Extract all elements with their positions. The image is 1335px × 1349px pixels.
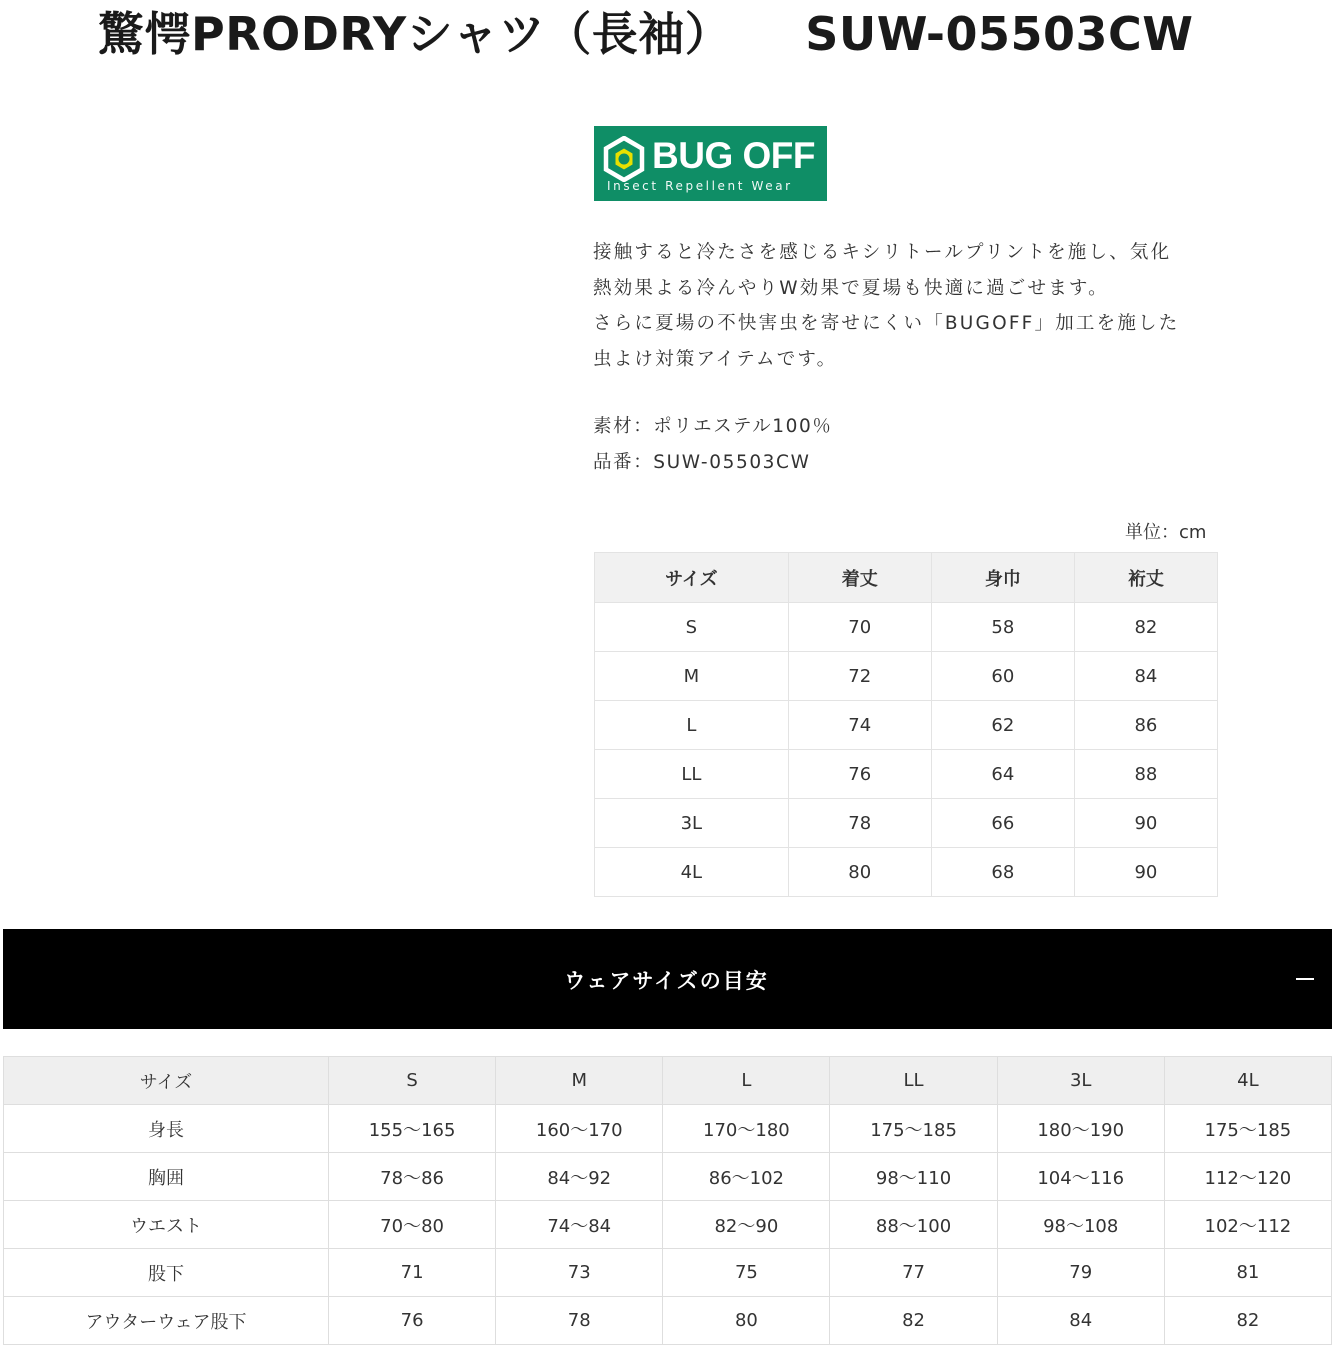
table-cell: 74 bbox=[788, 701, 931, 750]
table-cell: 74〜84 bbox=[496, 1201, 663, 1249]
table-cell: S bbox=[595, 603, 789, 652]
row-label: 胸囲 bbox=[4, 1153, 329, 1201]
table-row bbox=[595, 652, 1218, 701]
table-row bbox=[4, 1105, 1332, 1153]
table-cell: 88 bbox=[1074, 750, 1217, 799]
table-cell: 73 bbox=[496, 1249, 663, 1297]
table-row bbox=[595, 701, 1218, 750]
table-cell: 78 bbox=[788, 799, 931, 848]
table-cell: 75 bbox=[663, 1249, 830, 1297]
hexagon-logo-icon bbox=[602, 136, 646, 182]
size-guide-header-row bbox=[4, 1057, 1332, 1105]
table-cell: 84 bbox=[1074, 652, 1217, 701]
size-table-header-row bbox=[595, 553, 1218, 603]
table-cell: 180〜190 bbox=[997, 1105, 1164, 1153]
product-specs bbox=[593, 409, 832, 481]
table-cell: 80 bbox=[788, 848, 931, 897]
table-cell: L bbox=[595, 701, 789, 750]
table-cell: 155〜165 bbox=[329, 1105, 496, 1153]
table-cell: 78〜86 bbox=[329, 1153, 496, 1201]
table-cell: 58 bbox=[931, 603, 1074, 652]
description-line: 虫よけ対策アイテムです。 bbox=[593, 348, 838, 370]
table-cell: 82 bbox=[1074, 603, 1217, 652]
table-cell: 175〜185 bbox=[1164, 1105, 1331, 1153]
model-number: SUW-05503CW bbox=[805, 7, 1194, 61]
header-cell: サイズ bbox=[595, 553, 789, 603]
logo-tagline: Insect Repellent Wear bbox=[607, 179, 793, 193]
logo-brand: BUG OFF bbox=[652, 135, 815, 176]
table-cell: 77 bbox=[830, 1249, 997, 1297]
header-cell: 4L bbox=[1164, 1057, 1331, 1105]
table-row bbox=[595, 603, 1218, 652]
header-cell: サイズ bbox=[4, 1057, 329, 1105]
table-cell: 82 bbox=[1164, 1297, 1331, 1345]
row-label: アウターウェア股下 bbox=[4, 1297, 329, 1345]
table-cell: 160〜170 bbox=[496, 1105, 663, 1153]
table-cell: 66 bbox=[931, 799, 1074, 848]
table-cell: 86 bbox=[1074, 701, 1217, 750]
table-cell: 76 bbox=[788, 750, 931, 799]
table-cell: 86〜102 bbox=[663, 1153, 830, 1201]
table-cell: LL bbox=[595, 750, 789, 799]
header-cell: LL bbox=[830, 1057, 997, 1105]
table-cell: 82〜90 bbox=[663, 1201, 830, 1249]
table-cell: 104〜116 bbox=[997, 1153, 1164, 1201]
table-cell: 76 bbox=[329, 1297, 496, 1345]
product-name: 驚愕PRODRYシャツ（長袖） bbox=[98, 7, 732, 61]
table-cell: 82 bbox=[830, 1297, 997, 1345]
size-guide-title bbox=[3, 965, 1332, 995]
table-cell: M bbox=[595, 652, 789, 701]
table-cell: 98〜110 bbox=[830, 1153, 997, 1201]
header-cell: 3L bbox=[997, 1057, 1164, 1105]
table-cell: 98〜108 bbox=[997, 1201, 1164, 1249]
table-cell: 68 bbox=[931, 848, 1074, 897]
table-row bbox=[595, 750, 1218, 799]
page-title bbox=[98, 0, 1194, 64]
header-cell: 裄丈 bbox=[1074, 553, 1217, 603]
header-cell: 着丈 bbox=[788, 553, 931, 603]
table-row bbox=[4, 1153, 1332, 1201]
table-row bbox=[4, 1201, 1332, 1249]
description-line: 接触すると冷たさを感じるキシリトールプリントを施し、気化 bbox=[593, 242, 1172, 263]
table-cell: 84〜92 bbox=[496, 1153, 663, 1201]
table-cell: 170〜180 bbox=[663, 1105, 830, 1153]
material-text: 素材：ポリエステル100％ bbox=[593, 416, 833, 437]
table-cell: 112〜120 bbox=[1164, 1153, 1331, 1201]
size-guide-table bbox=[3, 1056, 1332, 1345]
header-cell: M bbox=[496, 1057, 663, 1105]
bugoff-logo bbox=[594, 126, 827, 201]
size-guide-title-text: ウェアサイズの目安 bbox=[564, 969, 769, 993]
table-cell: 90 bbox=[1074, 848, 1217, 897]
product-code-text: 品番：SUW-05503CW bbox=[593, 452, 811, 473]
row-label: ウエスト bbox=[4, 1201, 329, 1249]
table-cell: 4L bbox=[595, 848, 789, 897]
size-table bbox=[594, 552, 1218, 897]
description-line: 熱効果よる冷んやりW効果で夏場も快適に過ごせます。 bbox=[593, 277, 1109, 299]
table-cell: 62 bbox=[931, 701, 1074, 750]
table-cell: 78 bbox=[496, 1297, 663, 1345]
table-cell: 70〜80 bbox=[329, 1201, 496, 1249]
table-cell: 84 bbox=[997, 1297, 1164, 1345]
table-cell: 3L bbox=[595, 799, 789, 848]
row-label: 身長 bbox=[4, 1105, 329, 1153]
table-row bbox=[4, 1249, 1332, 1297]
header-cell: S bbox=[329, 1057, 496, 1105]
table-cell: 64 bbox=[931, 750, 1074, 799]
unit-label: 単位：cm bbox=[1125, 522, 1207, 543]
table-cell: 175〜185 bbox=[830, 1105, 997, 1153]
table-cell: 72 bbox=[788, 652, 931, 701]
table-row bbox=[595, 799, 1218, 848]
table-row bbox=[595, 848, 1218, 897]
table-cell: 60 bbox=[931, 652, 1074, 701]
table-cell: 81 bbox=[1164, 1249, 1331, 1297]
row-label: 股下 bbox=[4, 1249, 329, 1297]
table-cell: 90 bbox=[1074, 799, 1217, 848]
table-cell: 80 bbox=[663, 1297, 830, 1345]
table-cell: 70 bbox=[788, 603, 931, 652]
header-cell: 身巾 bbox=[931, 553, 1074, 603]
product-description bbox=[593, 235, 1233, 377]
description-line: さらに夏場の不快害虫を寄せにくい「BUGOFF」加工を施した bbox=[593, 313, 1180, 334]
collapse-icon[interactable] bbox=[1296, 978, 1314, 980]
table-cell: 88〜100 bbox=[830, 1201, 997, 1249]
size-guide-accordion-header[interactable] bbox=[3, 929, 1332, 1029]
header-cell: L bbox=[663, 1057, 830, 1105]
table-cell: 102〜112 bbox=[1164, 1201, 1331, 1249]
table-cell: 71 bbox=[329, 1249, 496, 1297]
table-row bbox=[4, 1297, 1332, 1345]
table-cell: 79 bbox=[997, 1249, 1164, 1297]
